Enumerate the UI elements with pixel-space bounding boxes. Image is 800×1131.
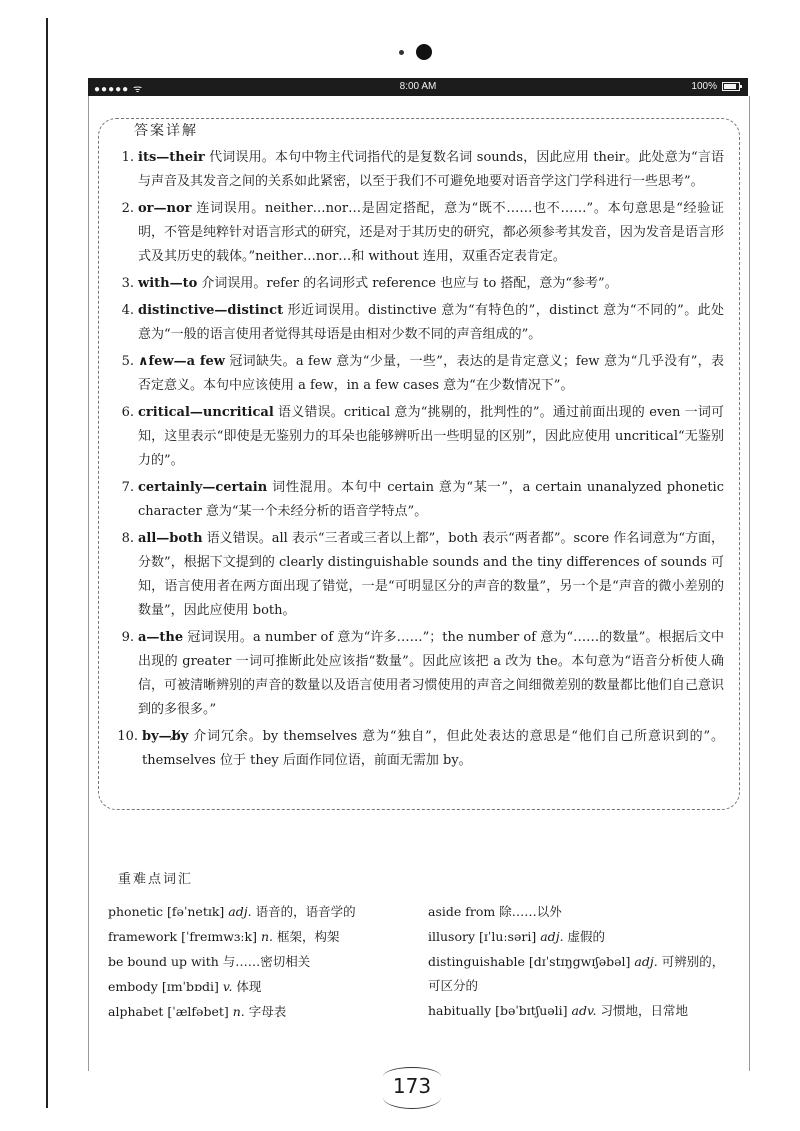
vocab-pos: adj. bbox=[228, 904, 252, 919]
vocab-pos: v. bbox=[222, 979, 233, 994]
punch-dot-small bbox=[399, 50, 404, 55]
answer-explanation: 冠词误用。a number of 意为“许多……”；the number of 意为“……的数量”。根据后文中出现的 greater 一词可推断此处应该指“数量”。因此应该把 a 改为 the。本句意为“语音分析使人确信，可被清晰辨别的声音的数量以及语言使用者习惯使用的声音之间细微差别的数量都比他们自己意识到的多很多。” bbox=[138, 630, 724, 717]
vocab-pos: adj. bbox=[634, 954, 658, 969]
vocab-word: aside from bbox=[428, 904, 496, 919]
vocab-word: habitually bbox=[428, 1003, 492, 1018]
vocab-word: distinguishable bbox=[428, 954, 525, 969]
vocabulary-list-right bbox=[428, 900, 728, 1024]
vocab-word: alphabet bbox=[108, 1004, 164, 1019]
answer-explanation: 语义错误。critical 意为“挑剔的，批判性的”。通过前面出现的 even 一词可知，这里表示“即使是无鉴别力的耳朵也能够辨听出一些明显的区别”，因此应使用 uncritical“无鉴别力的”。 bbox=[138, 405, 724, 468]
answer-explanation: 代词误用。本句中物主代词指代的是复数名词 sounds，因此应用 their。此处意为“言语与声音及其发音之间的关系如此紧密，以至于我们不可避免地要对语音学这门学科进行一些思考”。 bbox=[138, 150, 724, 189]
vocab-meaning: 与……密切相关 bbox=[222, 954, 311, 969]
battery-status bbox=[691, 81, 740, 92]
vocab-entry bbox=[108, 975, 408, 999]
vocab-word: embody bbox=[108, 979, 158, 994]
answer-number: 9. bbox=[121, 630, 134, 645]
answer-number: 10. bbox=[117, 729, 138, 744]
answer-correction: a—the bbox=[138, 630, 184, 645]
vocab-entry bbox=[108, 925, 408, 949]
answer-item bbox=[112, 476, 724, 524]
vocab-meaning: 除……以外 bbox=[499, 904, 562, 919]
answer-number: 2. bbox=[121, 201, 134, 216]
vocab-word: illusory bbox=[428, 929, 476, 944]
answer-explanation: 冠词缺失。a few 意为“少量，一些”，表达的是肯定意义；few 意为“几乎没有”，表否定意义。本句中应该使用 a few，in a few cases 意为“在少数情况下”。 bbox=[138, 354, 724, 393]
status-bar bbox=[88, 78, 748, 96]
vocab-meaning: 体现 bbox=[236, 979, 262, 994]
answer-item bbox=[112, 527, 724, 623]
answer-item bbox=[112, 146, 724, 194]
answer-number: 4. bbox=[121, 303, 134, 318]
page-number: 173 bbox=[389, 1063, 435, 1109]
vocab-word: be bound up with bbox=[108, 954, 219, 969]
answer-number: 1. bbox=[121, 150, 134, 165]
answer-correction: all—both bbox=[138, 531, 203, 546]
vocab-word: phonetic bbox=[108, 904, 164, 919]
answer-correction: certainly—certain bbox=[138, 480, 268, 495]
status-time: 8:00 AM bbox=[399, 81, 437, 92]
answer-item bbox=[112, 725, 724, 773]
answer-number: 3. bbox=[121, 276, 134, 291]
vocab-entry bbox=[428, 950, 728, 998]
battery-percent: 100% bbox=[691, 81, 717, 92]
answer-number: 8. bbox=[121, 531, 134, 546]
answer-correction: its—their bbox=[138, 150, 205, 165]
answer-explanation: 词性混用。本句中 certain 意为“某一”，a certain unanalyzed phonetic character 意为“某一个未经分析的语音学特点”。 bbox=[138, 480, 724, 519]
vocabulary-title: 重难点词汇 bbox=[118, 872, 194, 887]
vocab-entry bbox=[108, 900, 408, 924]
answer-item bbox=[112, 350, 724, 398]
answer-item bbox=[112, 401, 724, 473]
answer-explanation: 连词误用。neither…nor…是固定搭配，意为“既不……也不……”。本句意思是“经验证明，不管是纯粹针对语言形式的研究，还是对于其历史的研究，都必须参考其发音，因为发音是语言形式及其历史的载体。”neither…nor…和 without 连用，双重否定表肯定。 bbox=[138, 201, 724, 264]
answer-correction: with—to bbox=[138, 276, 198, 291]
answer-explanation: 介词误用。refer 的名词形式 reference 也应与 to 搭配，意为“参考”。 bbox=[197, 276, 618, 291]
punch-dot-large bbox=[416, 44, 432, 60]
answer-correction: distinctive—distinct bbox=[138, 303, 284, 318]
vocab-entry bbox=[428, 999, 728, 1023]
vocab-meaning: 框架，构架 bbox=[276, 929, 340, 944]
answer-correction: critical—uncritical bbox=[138, 405, 274, 420]
answer-item bbox=[112, 197, 724, 269]
answer-list bbox=[112, 146, 724, 776]
vocab-pos: n. bbox=[232, 1004, 245, 1019]
answer-item bbox=[112, 626, 724, 722]
left-margin-rule bbox=[46, 18, 48, 1108]
vocab-word: framework bbox=[108, 929, 178, 944]
signal-indicator: ●●●●● ᯤ bbox=[94, 84, 144, 95]
vocab-entry bbox=[108, 1000, 408, 1024]
vocab-meaning: 可辨别的，可区分的 bbox=[428, 954, 725, 993]
vocab-ipa: [bəˈbɪtʃuəli] bbox=[495, 1003, 568, 1018]
vocab-meaning: 习惯地，日常地 bbox=[600, 1003, 689, 1018]
vocab-ipa: [ɪˈluːsəri] bbox=[479, 929, 537, 944]
answer-item bbox=[112, 299, 724, 347]
vocab-meaning: 字母表 bbox=[248, 1004, 287, 1019]
vocab-pos: adj. bbox=[540, 929, 564, 944]
answer-item bbox=[112, 272, 724, 296]
vocab-entry bbox=[428, 925, 728, 949]
vocab-entry bbox=[428, 900, 728, 924]
answer-number: 7. bbox=[121, 480, 134, 495]
vocab-pos: n. bbox=[260, 929, 273, 944]
answer-box-title: 答案详解 bbox=[126, 120, 206, 140]
answer-explanation: 介词冗余。by themselves 意为“独自”，但此处表达的意思是“他们自己所意识到的”。themselves 位于 they 后面作同位语，前面无需加 by。 bbox=[142, 729, 724, 768]
vocab-ipa: [dɪˈstɪŋgwɪʃəbəl] bbox=[528, 954, 631, 969]
vocab-ipa: [ˈælfəbet] bbox=[167, 1004, 229, 1019]
vocab-entry bbox=[108, 950, 408, 974]
answer-explanation: 形近词误用。distinctive 意为“有特色的”，distinct 意为“不同的”。此处意为“一般的语言使用者觉得其母语是由相对少数不同的声音组成的”。 bbox=[138, 303, 724, 342]
vocabulary-list-left bbox=[108, 900, 408, 1025]
vocab-meaning: 语音的，语音学的 bbox=[255, 904, 356, 919]
battery-icon bbox=[722, 82, 740, 91]
vocab-pos: adv. bbox=[571, 1003, 597, 1018]
answer-number: 6. bbox=[121, 405, 134, 420]
answer-explanation: 语义错误。all 表示“三者或三者以上都”，both 表示“两者都”。score 作名词意为“方面，分数”，根据下文提到的 clearly distinguishable sounds and the tiny differences of sounds 可知，语言使用者在两方面出现了错觉，一是“可明显区分的声音的数量”，另一个是“声音的微小差别的数量”，因此应使用 both。 bbox=[138, 531, 724, 618]
answer-correction: by—b̸y bbox=[142, 729, 189, 744]
vocab-meaning: 虚假的 bbox=[567, 929, 606, 944]
vocab-ipa: [ˈfreɪmwɜːk] bbox=[181, 929, 257, 944]
vocab-ipa: [ɪmˈbɒdi] bbox=[161, 979, 219, 994]
answer-correction: or—nor bbox=[138, 201, 192, 216]
answer-correction: ∧few—a few bbox=[138, 354, 225, 369]
answer-number: 5. bbox=[121, 354, 134, 369]
vocab-ipa: [fəˈnetɪk] bbox=[167, 904, 225, 919]
